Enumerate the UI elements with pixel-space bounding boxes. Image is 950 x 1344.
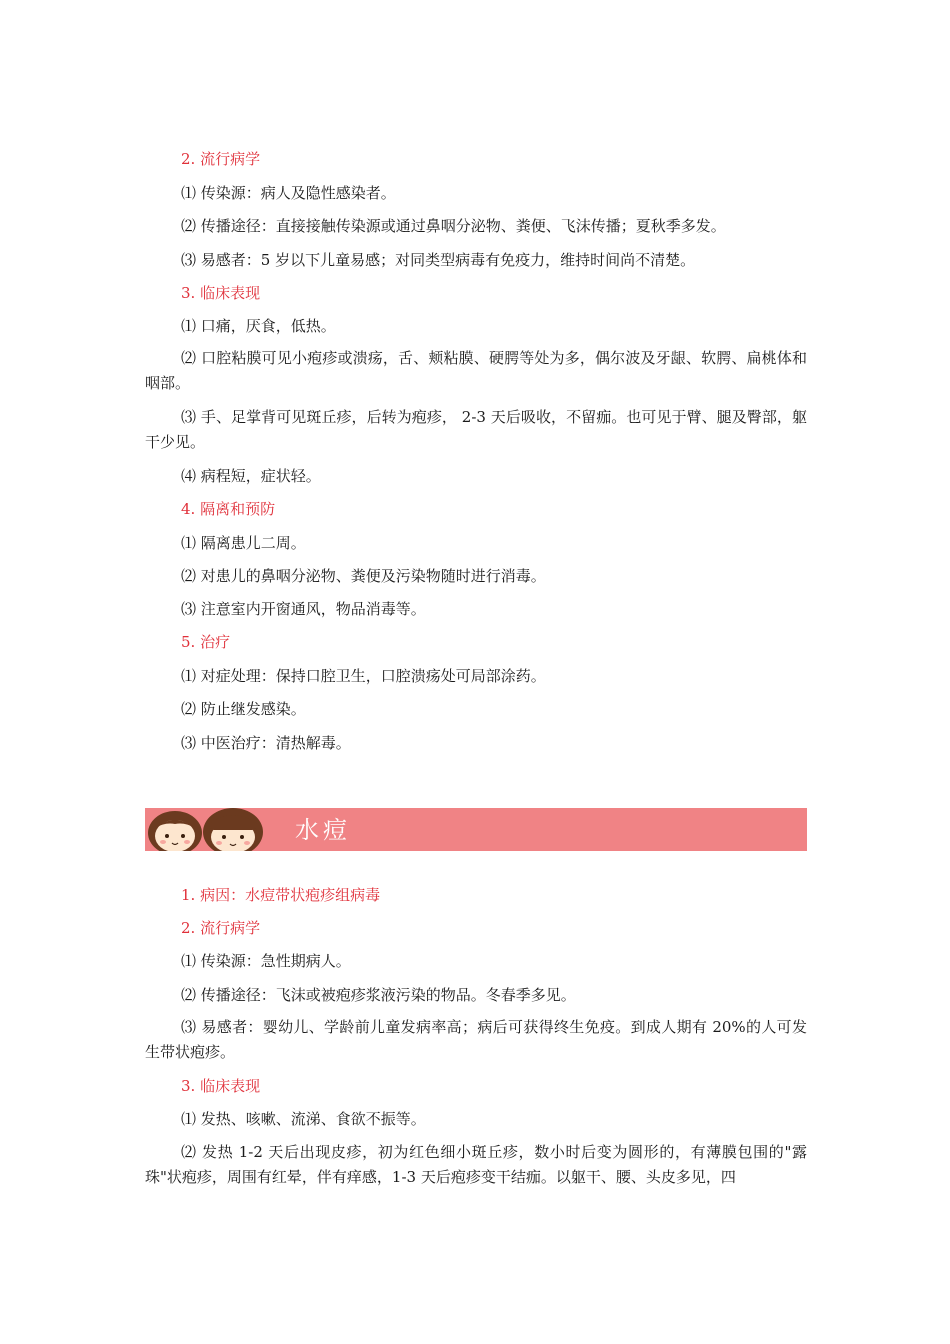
list-item: ⑴ 传染源：急性期病人。 [181, 952, 351, 970]
cartoon-faces-icon [145, 808, 275, 851]
section-heading-epidemiology: 2. 流行病学 [181, 150, 261, 168]
list-item: ⑶ 注意室内开窗通风，物品消毒等。 [181, 600, 426, 618]
list-item: ⑴ 口痛，厌食，低热。 [181, 317, 336, 335]
list-item: ⑵ 防止继发感染。 [181, 700, 306, 718]
paragraph: ⑶ 易感者：婴幼儿、学龄前儿童发病率高；病后可获得终生免疫。到成人期有 20%的人可发生带状疱疹。 [145, 1018, 807, 1061]
paragraph: ⑶ 手、足掌背可见斑丘疹，后转为疱疹， 2-3 天后吸收，不留痂。也可见于臂、腿及臀部，躯干少见。 [145, 408, 807, 451]
list-item: ⑴ 发热、咳嗽、流涕、食欲不振等。 [181, 1110, 426, 1128]
list-item: ⑴ 隔离患儿二周。 [181, 534, 306, 552]
banner-title: 水痘 [295, 816, 351, 844]
section-heading-clinical: 3. 临床表现 [181, 284, 261, 302]
section-heading-epidemiology: 2. 流行病学 [181, 919, 261, 937]
list-item: ⑶ 易感者：5 岁以下儿童易感；对同类型病毒有免疫力，维持时间尚不清楚。 [181, 251, 696, 269]
list-item: ⑵ 传播途径：直接接触传染源或通过鼻咽分泌物、粪便、飞沫传播；夏秋季多发。 [181, 217, 726, 235]
list-item: ⑷ 病程短，症状轻。 [181, 467, 321, 485]
section-heading-prevention: 4. 隔离和预防 [181, 500, 276, 518]
section-heading-clinical: 3. 临床表现 [181, 1077, 261, 1095]
list-item: ⑴ 对症处理：保持口腔卫生，口腔溃疡处可局部涂药。 [181, 667, 546, 685]
paragraph: ⑵ 口腔粘膜可见小疱疹或溃疡，舌、颊粘膜、硬腭等处为多，偶尔波及牙龈、软腭、扁桃体和咽部。 [145, 349, 807, 392]
paragraph: ⑵ 发热 1-2 天后出现皮疹，初为红色细小斑丘疹，数小时后变为圆形的，有薄膜包围的"露珠"状疱疹，周围有红晕，伴有痒感，1-3 天后疱疹变干结痂。以躯干、腰、头皮多见，四 [145, 1143, 807, 1186]
section-banner [145, 808, 807, 851]
list-item: ⑵ 传播途径：飞沫或被疱疹浆液污染的物品。冬春季多见。 [181, 986, 576, 1004]
section-heading-cause: 1. 病因：水痘带状疱疹组病毒 [181, 886, 381, 904]
list-item: ⑵ 对患儿的鼻咽分泌物、粪便及污染物随时进行消毒。 [181, 567, 546, 585]
list-item: ⑴ 传染源：病人及隐性感染者。 [181, 184, 396, 202]
section-heading-treatment: 5. 治疗 [181, 633, 231, 651]
list-item: ⑶ 中医治疗：清热解毒。 [181, 734, 351, 752]
